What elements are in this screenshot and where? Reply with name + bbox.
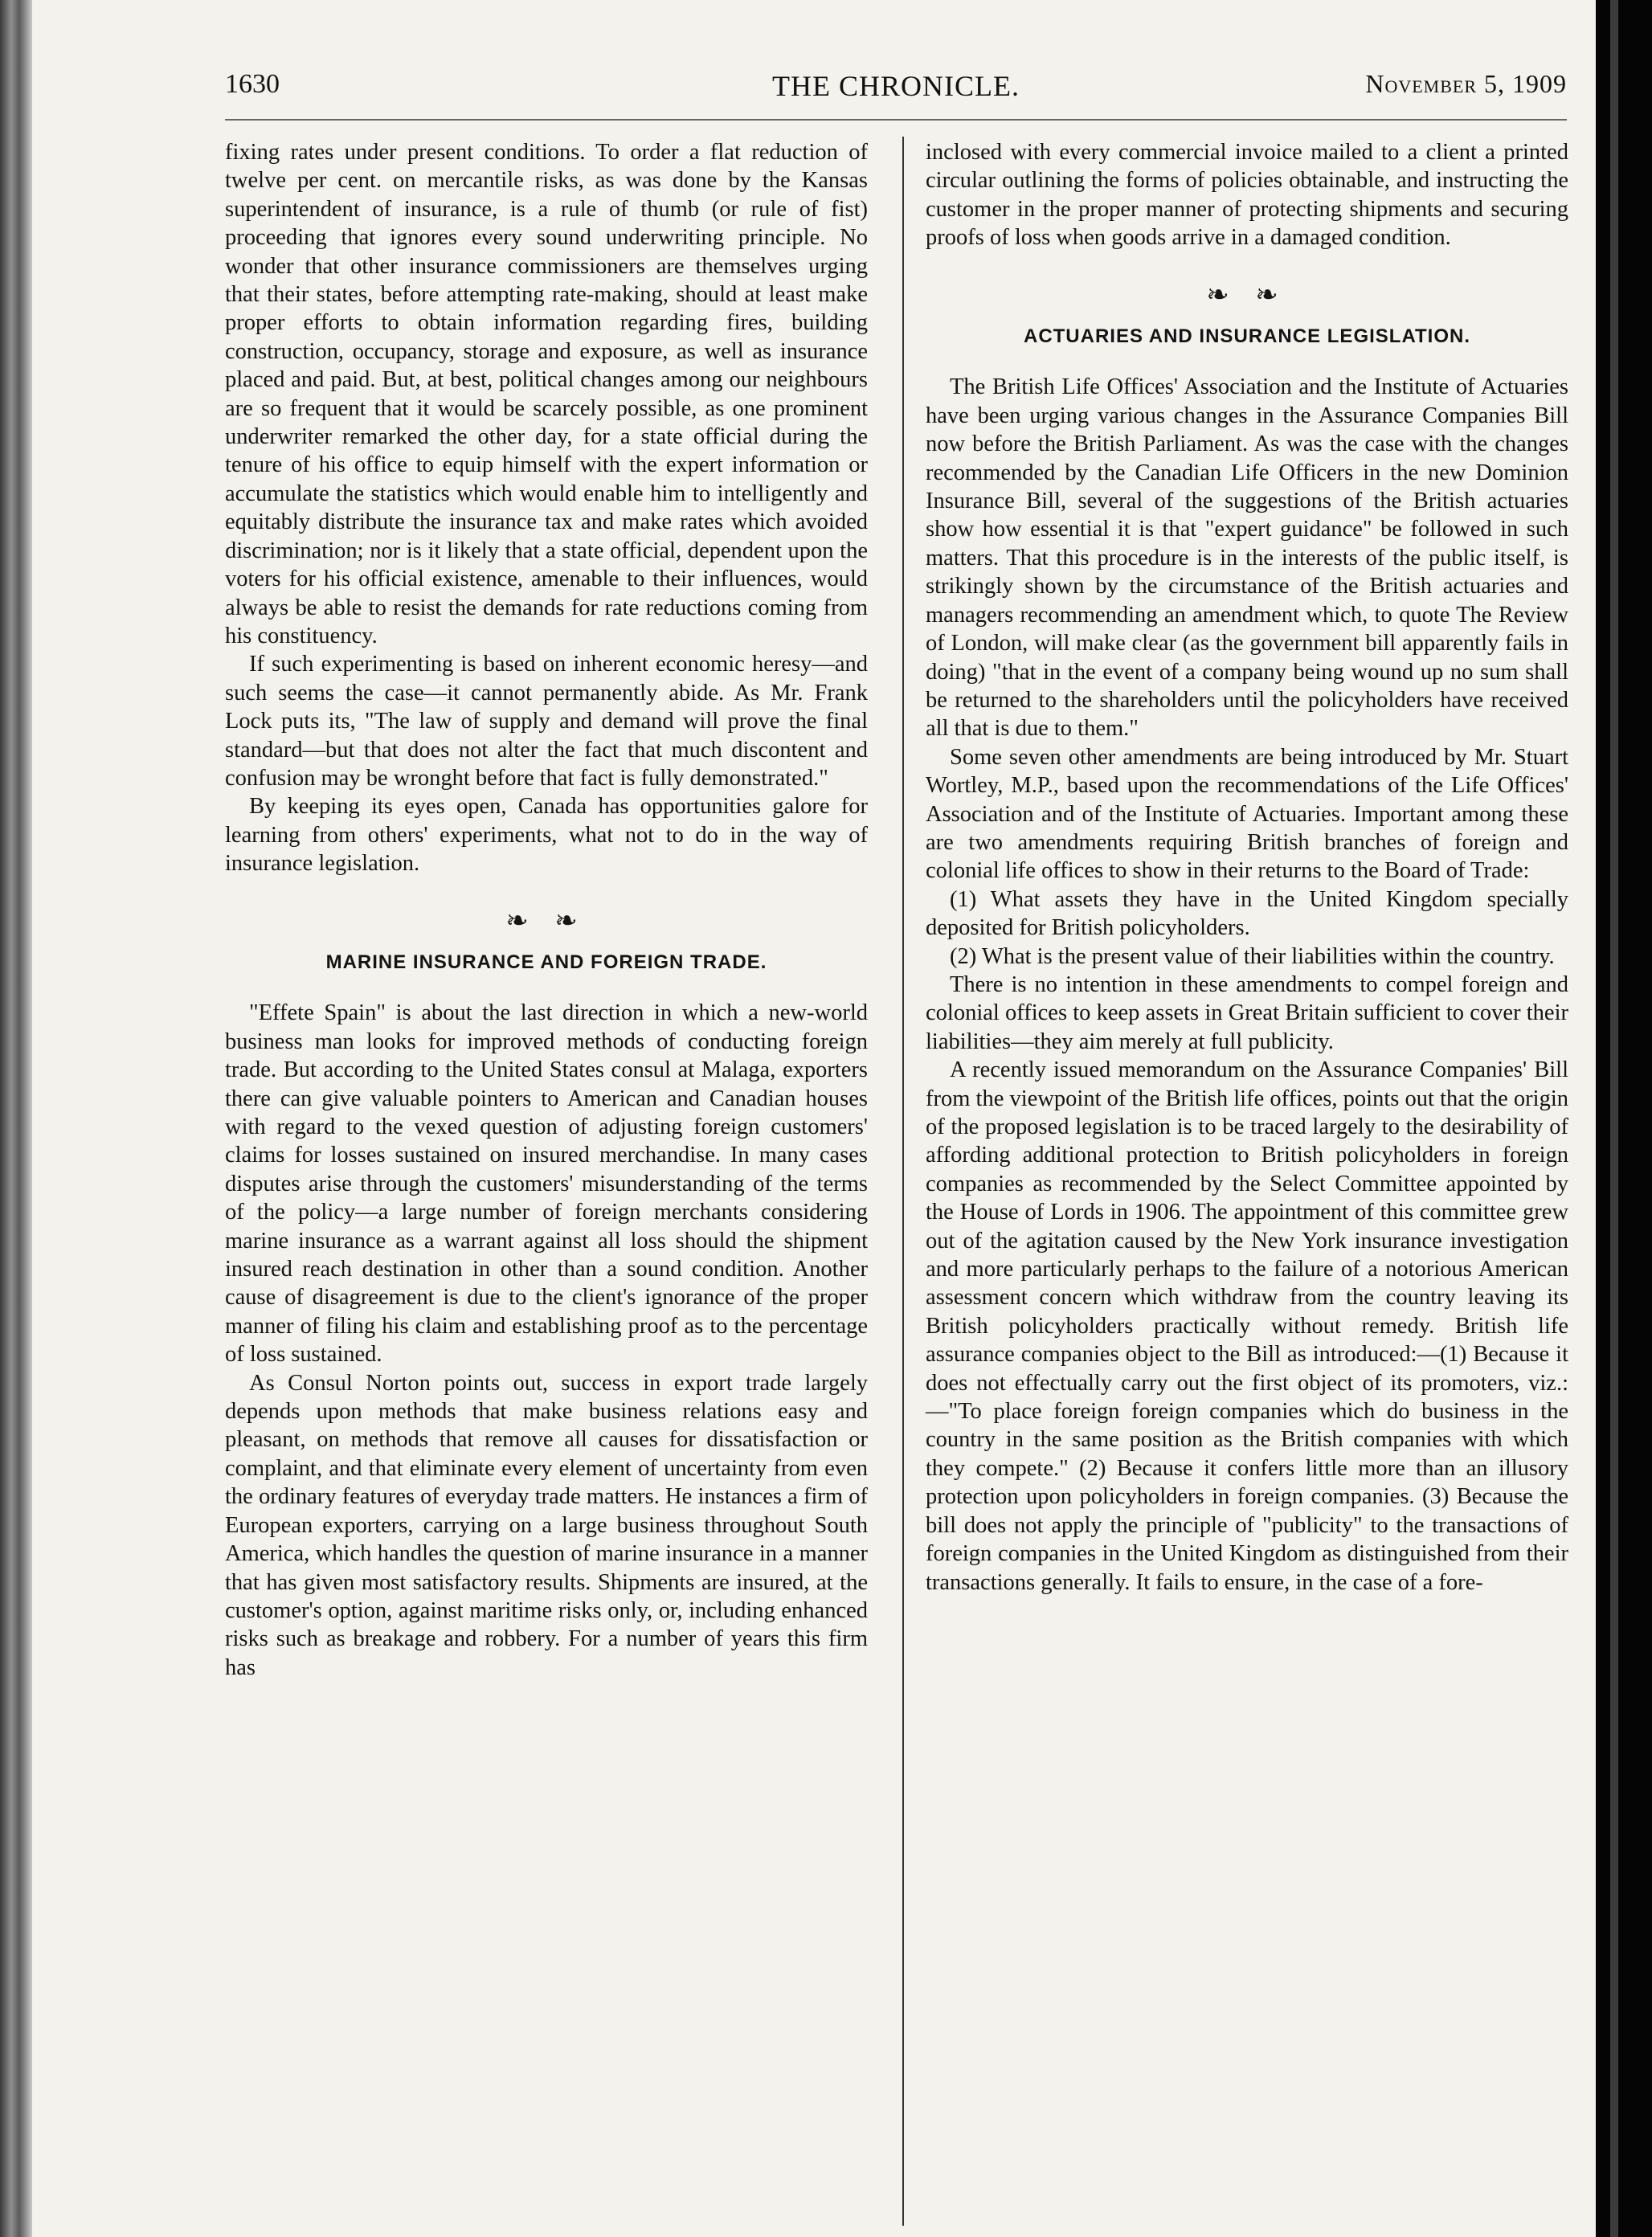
publication-title: THE CHRONICLE.: [772, 70, 1020, 102]
page-number: 1630: [225, 69, 280, 99]
paragraph: If such experimenting is based on inherent economic heresy—and such seems the case—it cannot permanently abide. As Mr. Frank Lock puts its, "The law of supply and demand will prove the final standard—but that does not alter the fact that much discontent and confusion may be wronght before that fact is fully demonstrated.": [225, 652, 868, 791]
scan-dark-edge: [1596, 0, 1652, 2237]
section-heading-marine-insurance: MARINE INSURANCE AND FOREIGN TRADE.: [325, 951, 767, 973]
paragraph: A recently issued memorandum on the Assurance Companies' Bill from the viewpoint of the British life offices, points out that the origin of the proposed legislation is to be traced largely to the desirability of affording additional protection to British policyholders in foreign companies as recommended by the Select Committee appointed by the House of Lords in 1906. The appointment of this committee grew out of the agitation caused by the New York insurance investigation and more particularly perhaps to the failure of a notorious American assessment concern which withdraw from the country leaving its British policyholders practically without remedy. British life assurance companies object to the Bill as introduced:—(1) Because it does not effectually carry out the first object of its promoters, viz.:—"To place foreign foreign companies which do business in the country in the same position as the British companies with which they compete." (2) Because it confers little more than an illusory protection upon policyholders in foreign companies. (3) Because the bill does not apply the principle of "publicity" to the transactions of foreign companies in the United Kingdom as distinguished from their transactions generally. It fails to ensure, in the case of a fore-: [926, 1057, 1568, 1595]
list-item: (1) What assets they have in the United Kingdom specially deposited for British policyholders.: [926, 886, 1568, 941]
right-column: [926, 138, 1568, 1597]
header-rule: [225, 119, 1567, 121]
list-item: (2) What is the present value of their liabilities within the country.: [950, 943, 1555, 969]
paragraph: There is no intention in these amendments to compel foreign and colonial offices to keep assets in Great Britain sufficient to cover their liabilities—they aim merely at full publicity.: [926, 971, 1568, 1054]
paragraph: By keeping its eyes open, Canada has opportunities galore for learning from others' experiments, what not to do in the way of insurance legislation.: [225, 794, 868, 877]
paragraph: As Consul Norton points out, success in export trade largely depends upon methods that make business relations easy and pleasant, on methods that remove all causes for dissatisfaction or complaint, and that eliminate every element of uncertainty from even the ordinary features of everyday trade matters. He instances a firm of European exporters, carrying on a large business throughout South America, which handles the question of marine insurance in a manner that has given most satisfactory results. Shipments are insured, at the customer's option, against maritime risks only, or, including enhanced risks such as breakage and robbery. For a number of years this firm has: [225, 1370, 868, 1680]
section-ornament: ❧ ❧: [1206, 280, 1288, 310]
column-divider: [902, 137, 904, 2226]
newspaper-page: [32, 0, 1599, 2237]
paragraph: inclosed with every commercial invoice mailed to a client a printed circular outlining the forms of policies obtainable, and instructing the customer in the proper manner of protecting shipments and securing proofs of loss when goods arrive in a damaged condition.: [926, 140, 1568, 251]
paragraph: The British Life Offices' Association and the Institute of Actuaries have been urging various changes in the Assurance Companies Bill now before the British Parliament. As was the case with the changes recommended by the Canadian Life Officers in the new Dominion Insurance Bill, several of the suggestions of the British actuaries show how essential it is that "expert guidance" be followed in such matters. That this procedure is in the interests of the public itself, is strikingly shown by the circumstance of the British actuaries and managers recommending an amendment which, to quote The Review of London, will make clear (as the government bill apparently fails in doing) "that in the event of a company being wound up no sum shall be returned to the shareholders until the policyholders have received all that is due to them.": [926, 374, 1568, 742]
paragraph: Some seven other amendments are being introduced by Mr. Stuart Wortley, M.P., based upon the recommendations of the Life Offices' Association and of the Institute of Actuaries. Important among these are two amendments requiring British branches of foreign and colonial life offices to show in their returns to the Board of Trade:: [926, 744, 1568, 884]
section-heading-actuaries: ACTUARIES AND INSURANCE LEGISLATION.: [1023, 325, 1470, 348]
left-column: [225, 138, 868, 1682]
paragraph: "Effete Spain" is about the last direction in which a new-world business man looks for improved methods of conducting foreign trade. But according to the United States consul at Malaga, exporters there can give valuable pointers to American and Canadian houses with regard to the vexed question of adjusting foreign customers' claims for losses sustained on insured merchandise. In many cases disputes arise through the customers' misunderstanding of the terms of the policy—a large number of foreign merchants considering marine insurance as a warrant against all loss should the shipment insured reach destination in other than a sound condition. Another cause of disagreement is due to the client's ignorance of the proper manner of filing his claim and establishing proof as to the percentage of loss sustained.: [225, 1000, 868, 1368]
book-binding-edge: [0, 0, 32, 2237]
page-header: [225, 69, 1567, 117]
issue-date: November 5, 1909: [1365, 69, 1567, 98]
section-ornament: ❧ ❧: [505, 906, 587, 936]
paragraph: fixing rates under present conditions. To order a flat reduction of twelve per cent. on mercantile risks, as was done by the Kansas superintendent of insurance, is a rule of thumb (or rule of fist) proceeding that ignores every sound underwriting principle. No wonder that other insurance commissioners are themselves urging that their states, before attempting rate-making, should at least make proper efforts to obtain information regarding fires, building construction, occupancy, storage and exposure, as well as insurance placed and paid. But, at best, political changes among our neighbours are so frequent that it would be scarcely possible, as one prominent underwriter remarked the other day, for a state official during the tenure of his office to equip himself with the expert information or accumulate the statistics which would enable him to intelligently and equitably distribute the insurance tax and make rates which avoided discrimination; nor is it likely that a state official, dependent upon the voters for his official existence, amenable to their influences, would always be able to resist the demands for rate reductions coming from his constituency.: [225, 140, 868, 648]
